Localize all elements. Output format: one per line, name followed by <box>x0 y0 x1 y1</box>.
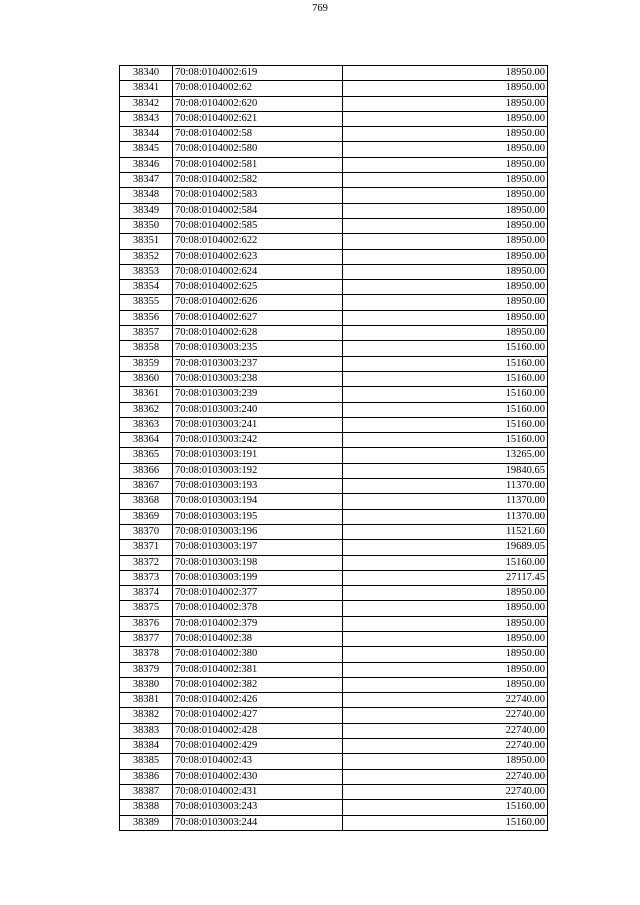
table-row <box>120 723 548 738</box>
value-cell: 27117.45 <box>343 570 548 585</box>
table-row <box>120 387 548 402</box>
cadastral-number-cell: 70:08:0104002:382 <box>173 677 343 692</box>
value-cell: 18950.00 <box>343 66 548 81</box>
row-number-cell: 38377 <box>120 631 173 646</box>
cadastral-number-cell: 70:08:0104002:377 <box>173 586 343 601</box>
value-cell: 18950.00 <box>343 81 548 96</box>
table-row <box>120 371 548 386</box>
cadastral-number-cell: 70:08:0103003:238 <box>173 371 343 386</box>
row-number-cell: 38372 <box>120 555 173 570</box>
table-row <box>120 586 548 601</box>
table-row <box>120 264 548 279</box>
row-number-cell: 38368 <box>120 494 173 509</box>
table-row <box>120 616 548 631</box>
row-number-cell: 38360 <box>120 371 173 386</box>
cadastral-number-cell: 70:08:0104002:38 <box>173 631 343 646</box>
table-row <box>120 662 548 677</box>
table-row <box>120 81 548 96</box>
value-cell: 22740.00 <box>343 708 548 723</box>
row-number-cell: 38343 <box>120 111 173 126</box>
table-row <box>120 249 548 264</box>
row-number-cell: 38382 <box>120 708 173 723</box>
value-cell: 19689.05 <box>343 540 548 555</box>
value-cell: 15160.00 <box>343 371 548 386</box>
cadastral-number-cell: 70:08:0103003:193 <box>173 479 343 494</box>
table-row <box>120 356 548 371</box>
value-cell: 18950.00 <box>343 295 548 310</box>
table-row <box>120 417 548 432</box>
value-cell: 18950.00 <box>343 142 548 157</box>
cadastral-number-cell: 70:08:0103003:242 <box>173 433 343 448</box>
row-number-cell: 38379 <box>120 662 173 677</box>
table-row <box>120 708 548 723</box>
value-cell: 15160.00 <box>343 433 548 448</box>
value-cell: 15160.00 <box>343 356 548 371</box>
row-number-cell: 38374 <box>120 586 173 601</box>
cadastral-number-cell: 70:08:0103003:239 <box>173 387 343 402</box>
cadastral-number-cell: 70:08:0103003:191 <box>173 448 343 463</box>
row-number-cell: 38366 <box>120 463 173 478</box>
value-cell: 15160.00 <box>343 402 548 417</box>
table-row <box>120 754 548 769</box>
cadastral-number-cell: 70:08:0104002:628 <box>173 326 343 341</box>
table-row <box>120 280 548 295</box>
row-number-cell: 38356 <box>120 310 173 325</box>
table-row <box>120 295 548 310</box>
cadastral-number-cell: 70:08:0104002:379 <box>173 616 343 631</box>
table-row <box>120 524 548 539</box>
cadastral-number-cell: 70:08:0103003:235 <box>173 341 343 356</box>
table-row <box>120 494 548 509</box>
cadastral-number-cell: 70:08:0104002:620 <box>173 96 343 111</box>
cadastral-number-cell: 70:08:0104002:381 <box>173 662 343 677</box>
row-number-cell: 38342 <box>120 96 173 111</box>
row-number-cell: 38359 <box>120 356 173 371</box>
table-row <box>120 402 548 417</box>
value-cell: 15160.00 <box>343 555 548 570</box>
row-number-cell: 38346 <box>120 157 173 172</box>
row-number-cell: 38389 <box>120 815 173 830</box>
table-row <box>120 127 548 142</box>
data-table <box>119 65 548 831</box>
table-row <box>120 509 548 524</box>
cadastral-number-cell: 70:08:0104002:429 <box>173 739 343 754</box>
cadastral-number-cell: 70:08:0104002:58 <box>173 127 343 142</box>
table-row <box>120 310 548 325</box>
row-number-cell: 38348 <box>120 188 173 203</box>
table-row <box>120 463 548 478</box>
page-number: 769 <box>312 3 328 14</box>
row-number-cell: 38347 <box>120 173 173 188</box>
cadastral-number-cell: 70:08:0104002:380 <box>173 647 343 662</box>
row-number-cell: 38355 <box>120 295 173 310</box>
table-row <box>120 800 548 815</box>
row-number-cell: 38385 <box>120 754 173 769</box>
cadastral-number-cell: 70:08:0104002:43 <box>173 754 343 769</box>
table-row <box>120 448 548 463</box>
value-cell: 18950.00 <box>343 127 548 142</box>
value-cell: 18950.00 <box>343 203 548 218</box>
cadastral-number-cell: 70:08:0104002:624 <box>173 264 343 279</box>
cadastral-number-cell: 70:08:0104002:584 <box>173 203 343 218</box>
table-row <box>120 647 548 662</box>
row-number-cell: 38345 <box>120 142 173 157</box>
row-number-cell: 38351 <box>120 234 173 249</box>
row-number-cell: 38375 <box>120 601 173 616</box>
table-row <box>120 433 548 448</box>
value-cell: 18950.00 <box>343 249 548 264</box>
value-cell: 11370.00 <box>343 479 548 494</box>
value-cell: 22740.00 <box>343 693 548 708</box>
cadastral-number-cell: 70:08:0104002:626 <box>173 295 343 310</box>
value-cell: 18950.00 <box>343 310 548 325</box>
value-cell: 18950.00 <box>343 234 548 249</box>
table-row <box>120 218 548 233</box>
row-number-cell: 38370 <box>120 524 173 539</box>
table-row <box>120 96 548 111</box>
cadastral-number-cell: 70:08:0103003:240 <box>173 402 343 417</box>
value-cell: 18950.00 <box>343 631 548 646</box>
cadastral-number-cell: 70:08:0103003:243 <box>173 800 343 815</box>
row-number-cell: 38357 <box>120 326 173 341</box>
row-number-cell: 38364 <box>120 433 173 448</box>
value-cell: 18950.00 <box>343 601 548 616</box>
row-number-cell: 38353 <box>120 264 173 279</box>
table-row <box>120 111 548 126</box>
table-row <box>120 677 548 692</box>
row-number-cell: 38388 <box>120 800 173 815</box>
cadastral-number-cell: 70:08:0104002:62 <box>173 81 343 96</box>
row-number-cell: 38369 <box>120 509 173 524</box>
table-row <box>120 234 548 249</box>
row-number-cell: 38344 <box>120 127 173 142</box>
row-number-cell: 38354 <box>120 280 173 295</box>
table-row <box>120 157 548 172</box>
cadastral-number-cell: 70:08:0104002:427 <box>173 708 343 723</box>
row-number-cell: 38350 <box>120 218 173 233</box>
table-row <box>120 203 548 218</box>
value-cell: 18950.00 <box>343 586 548 601</box>
row-number-cell: 38367 <box>120 479 173 494</box>
row-number-cell: 38362 <box>120 402 173 417</box>
value-cell: 18950.00 <box>343 188 548 203</box>
table-row <box>120 540 548 555</box>
cadastral-number-cell: 70:08:0103003:195 <box>173 509 343 524</box>
table-row <box>120 631 548 646</box>
value-cell: 18950.00 <box>343 326 548 341</box>
value-cell: 18950.00 <box>343 616 548 631</box>
cadastral-number-cell: 70:08:0103003:199 <box>173 570 343 585</box>
cadastral-number-cell: 70:08:0103003:197 <box>173 540 343 555</box>
cadastral-number-cell: 70:08:0104002:581 <box>173 157 343 172</box>
cadastral-number-cell: 70:08:0104002:428 <box>173 723 343 738</box>
value-cell: 15160.00 <box>343 387 548 402</box>
cadastral-number-cell: 70:08:0104002:627 <box>173 310 343 325</box>
row-number-cell: 38371 <box>120 540 173 555</box>
table-row <box>120 769 548 784</box>
value-cell: 15160.00 <box>343 417 548 432</box>
table-row <box>120 784 548 799</box>
table-row <box>120 555 548 570</box>
value-cell: 13265.00 <box>343 448 548 463</box>
value-cell: 18950.00 <box>343 157 548 172</box>
value-cell: 15160.00 <box>343 341 548 356</box>
value-cell: 11370.00 <box>343 494 548 509</box>
row-number-cell: 38340 <box>120 66 173 81</box>
table-row <box>120 693 548 708</box>
row-number-cell: 38341 <box>120 81 173 96</box>
cadastral-number-cell: 70:08:0104002:623 <box>173 249 343 264</box>
cadastral-number-cell: 70:08:0103003:196 <box>173 524 343 539</box>
row-number-cell: 38358 <box>120 341 173 356</box>
row-number-cell: 38349 <box>120 203 173 218</box>
cadastral-number-cell: 70:08:0103003:194 <box>173 494 343 509</box>
table-row <box>120 739 548 754</box>
cadastral-number-cell: 70:08:0104002:582 <box>173 173 343 188</box>
row-number-cell: 38361 <box>120 387 173 402</box>
cadastral-number-cell: 70:08:0104002:583 <box>173 188 343 203</box>
value-cell: 18950.00 <box>343 111 548 126</box>
row-number-cell: 38386 <box>120 769 173 784</box>
table-row <box>120 341 548 356</box>
row-number-cell: 38376 <box>120 616 173 631</box>
table-row <box>120 815 548 830</box>
cadastral-number-cell: 70:08:0103003:237 <box>173 356 343 371</box>
cadastral-number-cell: 70:08:0104002:585 <box>173 218 343 233</box>
value-cell: 18950.00 <box>343 280 548 295</box>
cadastral-number-cell: 70:08:0104002:622 <box>173 234 343 249</box>
row-number-cell: 38387 <box>120 784 173 799</box>
value-cell: 18950.00 <box>343 264 548 279</box>
row-number-cell: 38363 <box>120 417 173 432</box>
value-cell: 15160.00 <box>343 800 548 815</box>
cadastral-number-cell: 70:08:0103003:198 <box>173 555 343 570</box>
cadastral-number-cell: 70:08:0103003:241 <box>173 417 343 432</box>
table-body <box>120 66 548 831</box>
row-number-cell: 38365 <box>120 448 173 463</box>
cadastral-number-cell: 70:08:0104002:426 <box>173 693 343 708</box>
value-cell: 18950.00 <box>343 754 548 769</box>
cadastral-number-cell: 70:08:0104002:431 <box>173 784 343 799</box>
table-row <box>120 188 548 203</box>
value-cell: 18950.00 <box>343 96 548 111</box>
table-row <box>120 66 548 81</box>
value-cell: 11370.00 <box>343 509 548 524</box>
row-number-cell: 38373 <box>120 570 173 585</box>
cadastral-number-cell: 70:08:0103003:244 <box>173 815 343 830</box>
value-cell: 22740.00 <box>343 784 548 799</box>
cadastral-number-cell: 70:08:0104002:621 <box>173 111 343 126</box>
table-row <box>120 173 548 188</box>
value-cell: 19840.65 <box>343 463 548 478</box>
row-number-cell: 38384 <box>120 739 173 754</box>
row-number-cell: 38352 <box>120 249 173 264</box>
value-cell: 18950.00 <box>343 218 548 233</box>
value-cell: 15160.00 <box>343 815 548 830</box>
value-cell: 11521.60 <box>343 524 548 539</box>
row-number-cell: 38380 <box>120 677 173 692</box>
value-cell: 22740.00 <box>343 769 548 784</box>
cadastral-number-cell: 70:08:0104002:430 <box>173 769 343 784</box>
table-row <box>120 601 548 616</box>
value-cell: 22740.00 <box>343 723 548 738</box>
table-row <box>120 142 548 157</box>
table-row <box>120 326 548 341</box>
value-cell: 18950.00 <box>343 677 548 692</box>
cadastral-number-cell: 70:08:0104002:378 <box>173 601 343 616</box>
table-row <box>120 570 548 585</box>
value-cell: 18950.00 <box>343 662 548 677</box>
cadastral-number-cell: 70:08:0103003:192 <box>173 463 343 478</box>
table-row <box>120 479 548 494</box>
data-table-container <box>119 65 548 831</box>
row-number-cell: 38381 <box>120 693 173 708</box>
value-cell: 22740.00 <box>343 739 548 754</box>
cadastral-number-cell: 70:08:0104002:619 <box>173 66 343 81</box>
cadastral-number-cell: 70:08:0104002:625 <box>173 280 343 295</box>
row-number-cell: 38383 <box>120 723 173 738</box>
row-number-cell: 38378 <box>120 647 173 662</box>
value-cell: 18950.00 <box>343 647 548 662</box>
value-cell: 18950.00 <box>343 173 548 188</box>
cadastral-number-cell: 70:08:0104002:580 <box>173 142 343 157</box>
